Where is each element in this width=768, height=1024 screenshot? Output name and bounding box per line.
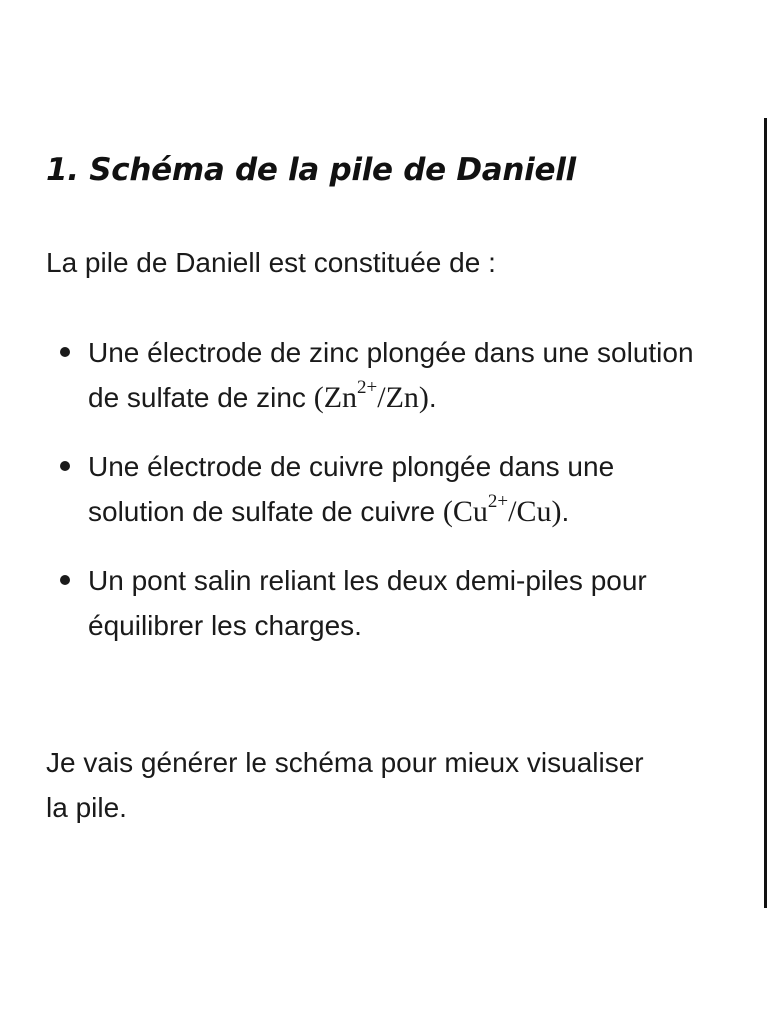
components-list — [56, 330, 706, 672]
bullet-icon — [60, 575, 70, 585]
formula-base: (Cu — [442, 495, 488, 528]
formula-base: (Zn — [313, 381, 358, 414]
formula-couple: /Cu) — [508, 495, 562, 528]
bullet-text: Un pont salin reliant les deux demi-piles pour équilibrer les charges. — [88, 565, 647, 641]
intro-paragraph: La pile de Daniell est constituée de : — [46, 247, 496, 278]
list-item-zinc-electrode — [56, 330, 706, 420]
copper-formula — [442, 491, 562, 528]
bullet-punctuation: . — [428, 382, 437, 413]
bullet-text: Une électrode de zinc plongée dans une solution de sulfate de zinc — [88, 337, 694, 413]
formula-charge: 2+ — [487, 491, 509, 512]
closing-paragraph: Je vais générer le schéma pour mieux visualiser la pile. — [46, 747, 644, 823]
scrollbar[interactable] — [764, 118, 767, 908]
formula-charge: 2+ — [357, 377, 378, 398]
zinc-formula — [313, 377, 429, 414]
list-item-copper-electrode — [56, 444, 706, 534]
bullet-punctuation: . — [561, 496, 570, 527]
bullet-icon — [60, 347, 70, 357]
section-heading: 1. Schéma de la pile de Daniell — [46, 152, 576, 188]
list-item-salt-bridge — [56, 558, 706, 648]
bullet-text: Une électrode de cuivre plongée dans une solution de sulfate de cuivre — [88, 451, 615, 527]
formula-couple: /Zn) — [377, 381, 429, 414]
bullet-icon — [60, 461, 70, 471]
